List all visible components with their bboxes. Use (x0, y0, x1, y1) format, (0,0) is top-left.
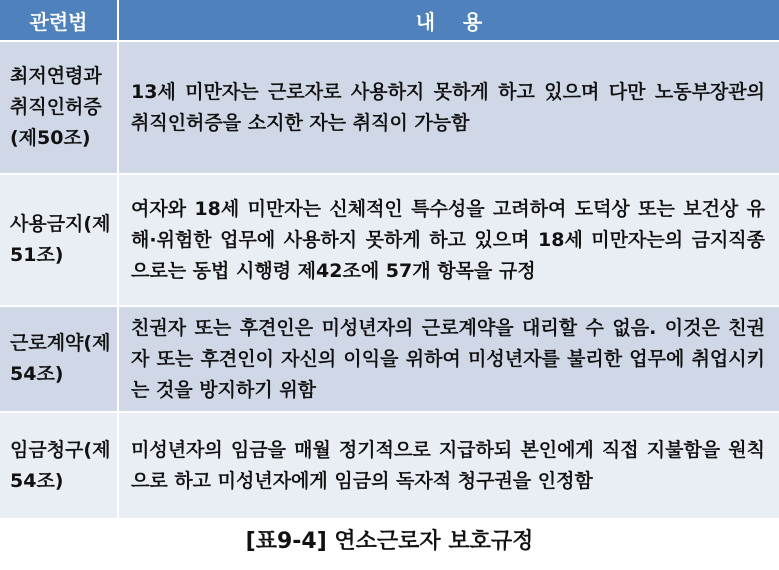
row-content-cell: 여자와 18세 미만자는 신체적인 특수성을 고려하여 도덕상 또는 보건상 유해·위험한 업무에 사용하지 못하게 하고 있으며 18세 미만자는의 금지직종으로는 동법 시행령 제42조에 57개 항목을 규정 (118, 174, 779, 306)
row-content-cell: 친권자 또는 후견인은 미성년자의 근로계약을 대리할 수 없음. 이것은 친권자 또는 후견인이 자신의 이익을 위하여 미성년자를 불리한 업무에 취업시키는 것을 방지하기 위함 (118, 306, 779, 412)
row-law-cell: 근로계약(제54조) (0, 306, 118, 412)
table-row (0, 41, 779, 174)
row-law-cell: 사용금지(제51조) (0, 174, 118, 306)
table-row (0, 174, 779, 306)
table-caption: [표9-4] 연소근로자 보호규정 (245, 529, 534, 554)
header-law: 관련법 (0, 0, 118, 41)
row-content-cell: 미성년자의 임금을 매월 정기적으로 지급하되 본인에게 직접 지불함을 원칙으로 하고 미성년자에게 임금의 독자적 청구권을 인정함 (118, 412, 779, 519)
table-row (0, 412, 779, 519)
row-content-cell: 13세 미만자는 근로자로 사용하지 못하게 하고 있으며 다만 노동부장관의 취직인허증을 소지한 자는 취직이 가능함 (118, 41, 779, 174)
table-header-row (0, 0, 779, 41)
table-row (0, 306, 779, 412)
row-law-cell: 최저연령과 취직인허증(제50조) (0, 41, 118, 174)
row-law-cell: 임금청구(제54조) (0, 412, 118, 519)
header-content: 내 용 (118, 0, 779, 41)
